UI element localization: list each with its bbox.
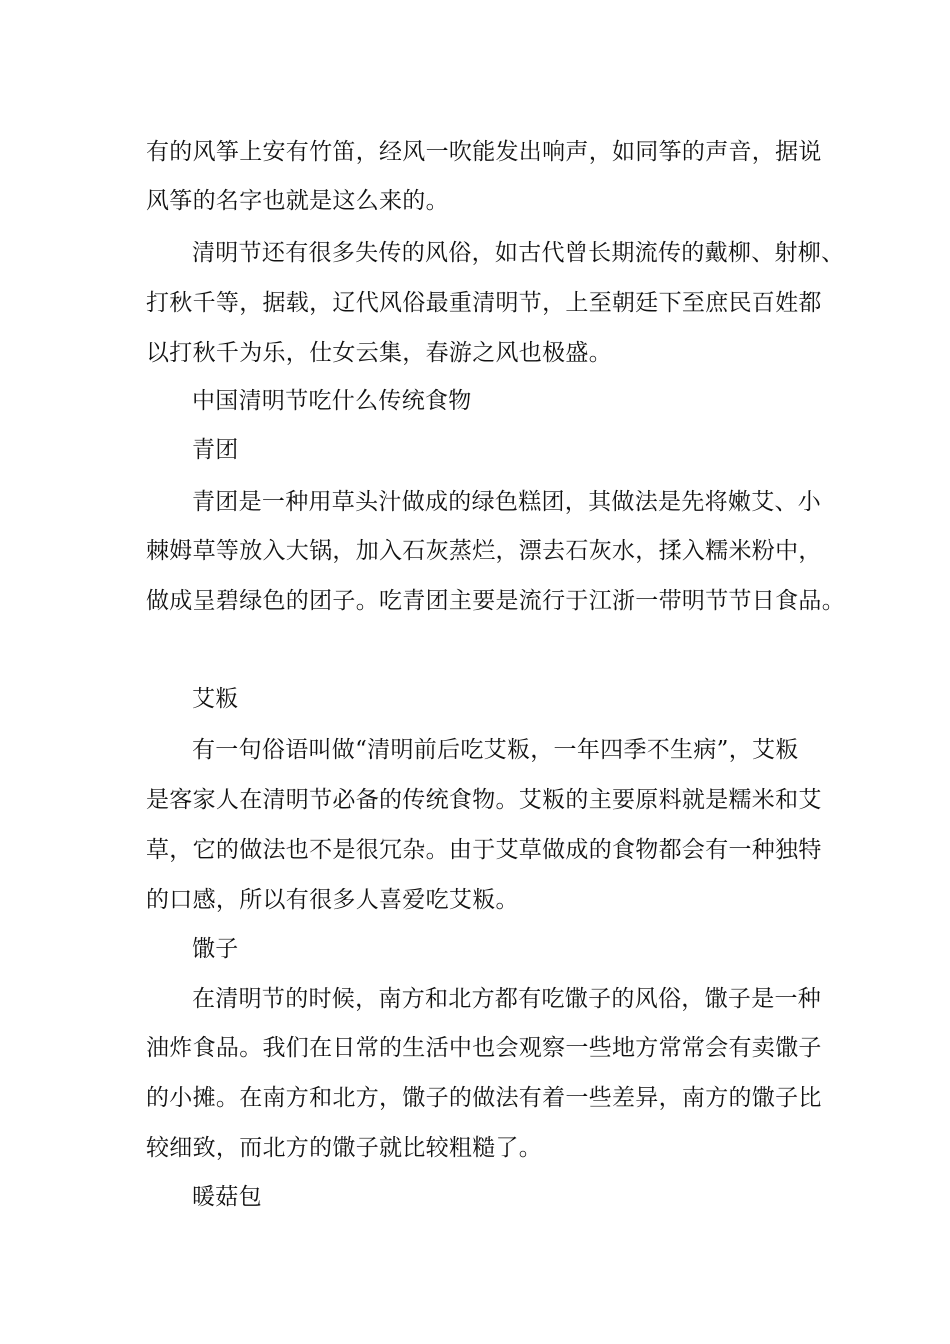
paragraph-sanzi-line-2: 油炸食品。我们在日常的生活中也会观察一些地方常常会有卖馓子	[146, 1035, 822, 1061]
paragraph-customs-line-3: 以打秋千为乐，仕女云集，春游之风也极盛。	[146, 340, 612, 366]
paragraph-kite-line-1: 有的风筝上安有竹笛，经风一吹能发出响声，如同筝的声音，据说	[146, 139, 822, 165]
paragraph-aiban-line-2: 是客家人在清明节必备的传统食物。艾粄的主要原料就是糯米和艾	[146, 787, 822, 813]
paragraph-qingtuan-line-1: 青团是一种用草头汁做成的绿色糕团，其做法是先将嫩艾、小	[192, 489, 822, 515]
section-heading-traditional-food: 中国清明节吃什么传统食物	[192, 388, 472, 414]
paragraph-customs-line-1: 清明节还有很多失传的风俗，如古代曾长期流传的戴柳、射柳、	[192, 240, 845, 266]
paragraph-sanzi-line-1: 在清明节的时候，南方和北方都有吃馓子的风俗，馓子是一种	[192, 986, 822, 1012]
heading-nuangubao: 暖菇包	[192, 1184, 262, 1210]
paragraph-sanzi-line-4: 较细致，而北方的馓子就比较粗糙了。	[146, 1135, 543, 1161]
paragraph-qingtuan-line-2: 棘姆草等放入大锅，加入石灰蒸烂，漂去石灰水，揉入糯米粉中，	[146, 538, 822, 564]
paragraph-sanzi-line-3: 的小摊。在南方和北方，馓子的做法有着一些差异，南方的馓子比	[146, 1085, 822, 1111]
paragraph-qingtuan-line-3: 做成呈碧绿色的团子。吃青团主要是流行于江浙一带明节节日食品。	[146, 588, 845, 614]
paragraph-aiban-line-1: 有一句俗语叫做“清明前后吃艾粄，一年四季不生病”，艾粄	[192, 737, 799, 763]
heading-aiban: 艾粄	[192, 686, 239, 712]
heading-sanzi: 馓子	[192, 936, 239, 962]
paragraph-aiban-line-3: 草，它的做法也不是很冗杂。由于艾草做成的食物都会有一种独特	[146, 837, 822, 863]
heading-qingtuan: 青团	[192, 437, 239, 463]
paragraph-kite-line-2: 风筝的名字也就是这么来的。	[146, 188, 449, 214]
paragraph-aiban-line-4: 的口感，所以有很多人喜爱吃艾粄。	[146, 887, 519, 913]
paragraph-customs-line-2: 打秋千等，据载，辽代风俗最重清明节，上至朝廷下至庶民百姓都	[146, 290, 822, 316]
